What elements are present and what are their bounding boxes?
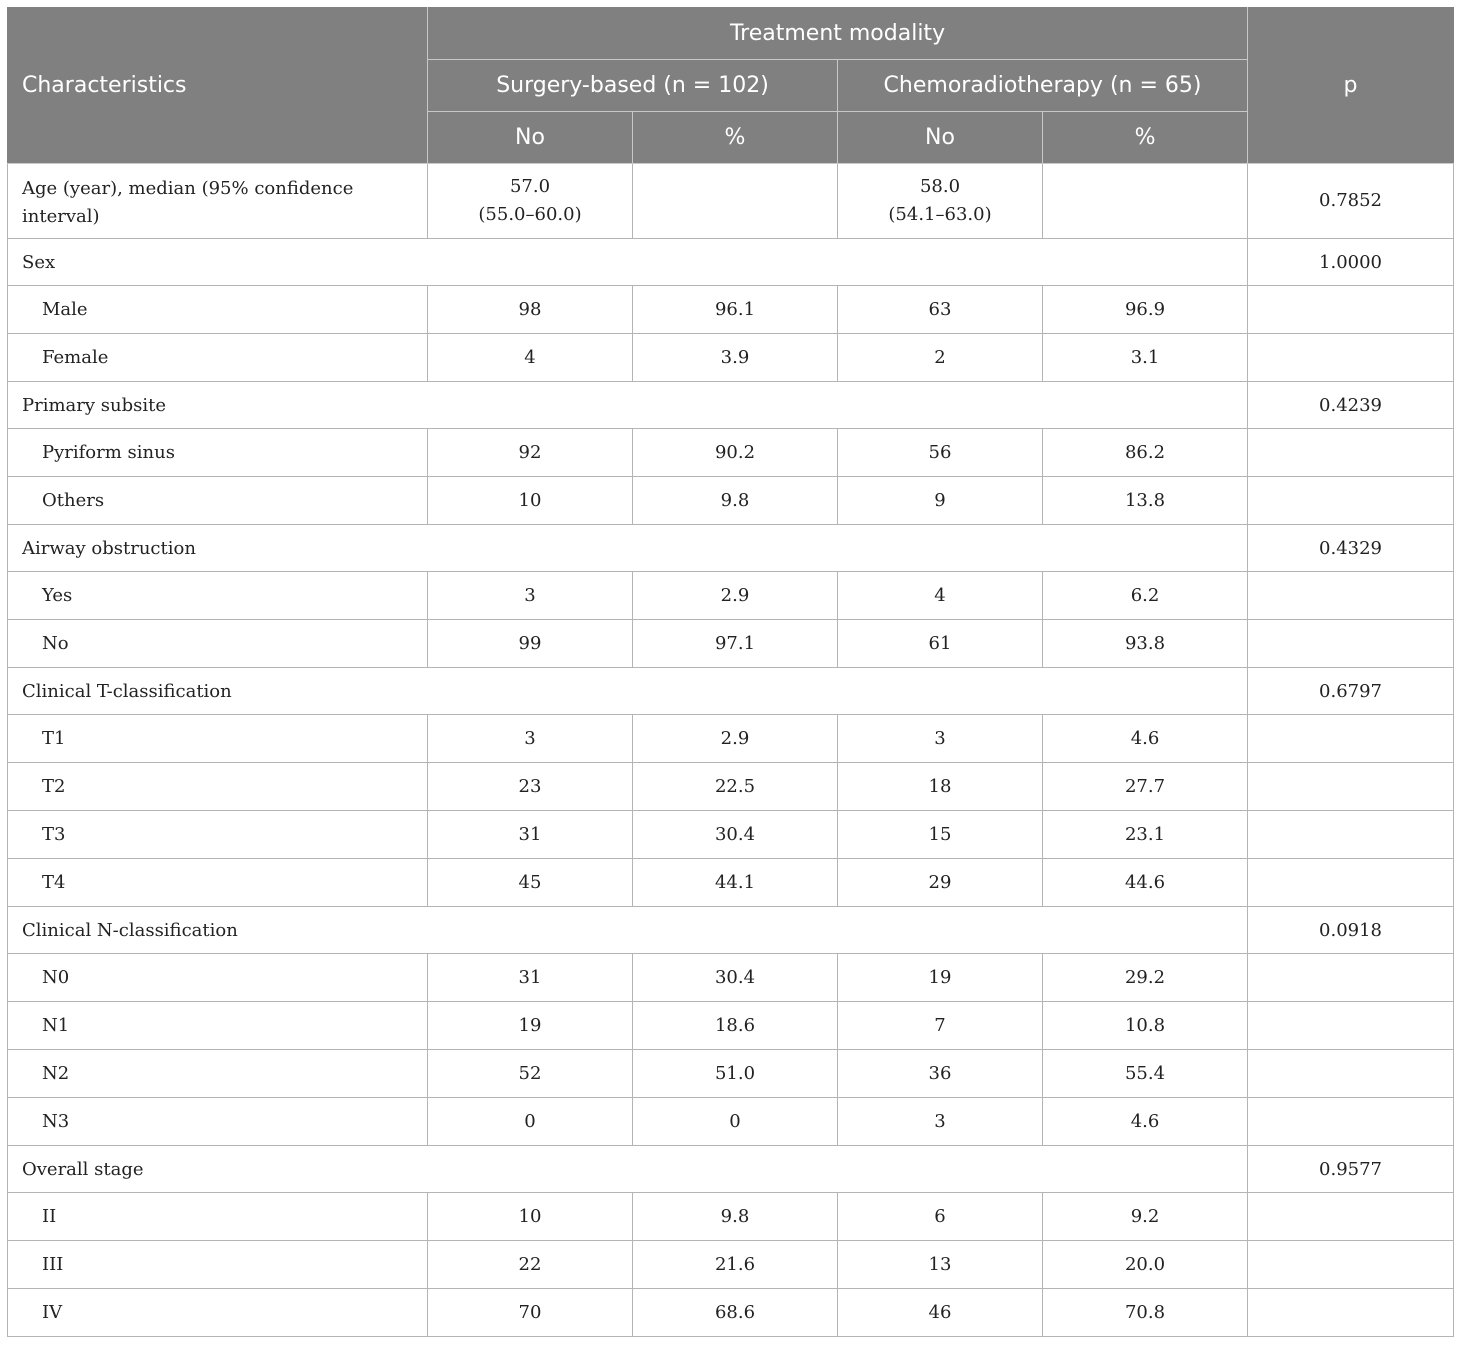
row-label: Male xyxy=(8,286,428,334)
section-label: Overall stage xyxy=(8,1146,1248,1193)
chemo-pct-cell: 96.9 xyxy=(1043,286,1248,334)
chemo-no-cell: 18 xyxy=(838,763,1043,811)
chemo-pct-cell: 9.2 xyxy=(1043,1193,1248,1241)
section-p-value: 0.0918 xyxy=(1248,907,1454,954)
section-label: Clinical N-classification xyxy=(8,907,1248,954)
surgery-pct-cell: 97.1 xyxy=(633,620,838,668)
surgery-pct-cell: 30.4 xyxy=(633,954,838,1002)
p-value-empty-cell xyxy=(1248,811,1454,859)
age-surgery-median xyxy=(428,164,633,239)
header-characteristics: Characteristics xyxy=(8,8,428,164)
chemo-pct-cell: 20.0 xyxy=(1043,1241,1248,1289)
section-p-value: 0.4239 xyxy=(1248,382,1454,429)
table-row-age xyxy=(8,164,1454,239)
section-label: Sex xyxy=(8,239,1248,286)
age-surgery-pct-empty xyxy=(633,164,838,239)
p-value-empty-cell xyxy=(1248,1002,1454,1050)
chemo-pct-cell: 23.1 xyxy=(1043,811,1248,859)
table-section-row xyxy=(8,1146,1454,1193)
table-header xyxy=(8,8,1454,164)
row-label: No xyxy=(8,620,428,668)
age-label: Age (year), median (95% confidence interval) xyxy=(8,164,428,239)
table-row xyxy=(8,763,1454,811)
surgery-no-cell: 3 xyxy=(428,715,633,763)
p-value-empty-cell xyxy=(1248,1193,1454,1241)
p-value-empty-cell xyxy=(1248,715,1454,763)
chemo-no-cell: 6 xyxy=(838,1193,1043,1241)
surgery-no-cell: 0 xyxy=(428,1098,633,1146)
p-value-empty-cell xyxy=(1248,429,1454,477)
table-row xyxy=(8,286,1454,334)
row-label: T3 xyxy=(8,811,428,859)
row-label: N3 xyxy=(8,1098,428,1146)
p-value-empty-cell xyxy=(1248,763,1454,811)
table-row xyxy=(8,811,1454,859)
chemo-no-cell: 3 xyxy=(838,715,1043,763)
table-row xyxy=(8,859,1454,907)
chemo-pct-cell: 4.6 xyxy=(1043,1098,1248,1146)
section-label: Airway obstruction xyxy=(8,525,1248,572)
chemo-no-cell: 3 xyxy=(838,1098,1043,1146)
surgery-no-cell: 99 xyxy=(428,620,633,668)
section-label: Primary subsite xyxy=(8,382,1248,429)
chemo-pct-cell: 70.8 xyxy=(1043,1289,1248,1337)
chemo-pct-cell: 44.6 xyxy=(1043,859,1248,907)
age-surgery-ci-value: (55.0–60.0) xyxy=(478,204,582,225)
age-surgery-median-value: 57.0 xyxy=(509,176,551,197)
chemo-no-cell: 2 xyxy=(838,334,1043,382)
surgery-no-cell: 45 xyxy=(428,859,633,907)
surgery-pct-cell: 96.1 xyxy=(633,286,838,334)
surgery-pct-cell: 68.6 xyxy=(633,1289,838,1337)
header-treatment-modality: Treatment modality xyxy=(428,8,1248,60)
table-row xyxy=(8,1050,1454,1098)
surgery-pct-cell: 22.5 xyxy=(633,763,838,811)
chemo-pct-cell: 86.2 xyxy=(1043,429,1248,477)
chemo-no-cell: 29 xyxy=(838,859,1043,907)
table-row xyxy=(8,1002,1454,1050)
surgery-no-cell: 22 xyxy=(428,1241,633,1289)
row-label: Others xyxy=(8,477,428,525)
surgery-no-cell: 10 xyxy=(428,1193,633,1241)
row-label: N0 xyxy=(8,954,428,1002)
p-value-empty-cell xyxy=(1248,954,1454,1002)
age-chemo-ci-value: (54.1–63.0) xyxy=(888,204,992,225)
chemo-no-cell: 19 xyxy=(838,954,1043,1002)
chemo-no-cell: 4 xyxy=(838,572,1043,620)
table-row xyxy=(8,954,1454,1002)
chemo-pct-cell: 10.8 xyxy=(1043,1002,1248,1050)
characteristics-table xyxy=(7,7,1454,1337)
header-group-chemoradiotherapy: Chemoradiotherapy (n = 65) xyxy=(838,60,1248,112)
surgery-pct-cell: 44.1 xyxy=(633,859,838,907)
chemo-pct-cell: 93.8 xyxy=(1043,620,1248,668)
surgery-no-cell: 52 xyxy=(428,1050,633,1098)
chemo-no-cell: 13 xyxy=(838,1241,1043,1289)
chemo-no-cell: 9 xyxy=(838,477,1043,525)
surgery-pct-cell: 2.9 xyxy=(633,715,838,763)
row-label: II xyxy=(8,1193,428,1241)
row-label: N2 xyxy=(8,1050,428,1098)
p-value-empty-cell xyxy=(1248,572,1454,620)
surgery-pct-cell: 90.2 xyxy=(633,429,838,477)
table-row xyxy=(8,1193,1454,1241)
surgery-no-cell: 31 xyxy=(428,954,633,1002)
table-row xyxy=(8,715,1454,763)
surgery-no-cell: 10 xyxy=(428,477,633,525)
p-value-empty-cell xyxy=(1248,859,1454,907)
chemo-no-cell: 7 xyxy=(838,1002,1043,1050)
surgery-no-cell: 92 xyxy=(428,429,633,477)
surgery-no-cell: 3 xyxy=(428,572,633,620)
chemo-no-cell: 56 xyxy=(838,429,1043,477)
row-label: Yes xyxy=(8,572,428,620)
row-label: Pyriform sinus xyxy=(8,429,428,477)
section-p-value: 0.9577 xyxy=(1248,1146,1454,1193)
section-p-value: 1.0000 xyxy=(1248,239,1454,286)
age-chemo-median-value: 58.0 xyxy=(919,176,961,197)
chemo-pct-cell: 3.1 xyxy=(1043,334,1248,382)
surgery-no-cell: 31 xyxy=(428,811,633,859)
surgery-no-cell: 19 xyxy=(428,1002,633,1050)
header-surgery-pct: % xyxy=(633,112,838,164)
header-p-value: p xyxy=(1248,8,1454,164)
header-surgery-no: No xyxy=(428,112,633,164)
table-row xyxy=(8,477,1454,525)
surgery-pct-cell: 9.8 xyxy=(633,477,838,525)
table-row xyxy=(8,572,1454,620)
p-value-empty-cell xyxy=(1248,477,1454,525)
surgery-pct-cell: 9.8 xyxy=(633,1193,838,1241)
surgery-no-cell: 23 xyxy=(428,763,633,811)
table-row xyxy=(8,1241,1454,1289)
table-row xyxy=(8,1289,1454,1337)
surgery-pct-cell: 2.9 xyxy=(633,572,838,620)
section-label: Clinical T-classification xyxy=(8,668,1248,715)
row-label: N1 xyxy=(8,1002,428,1050)
table-row xyxy=(8,334,1454,382)
chemo-no-cell: 15 xyxy=(838,811,1043,859)
table-section-row xyxy=(8,668,1454,715)
surgery-pct-cell: 18.6 xyxy=(633,1002,838,1050)
row-label: III xyxy=(8,1241,428,1289)
surgery-pct-cell: 21.6 xyxy=(633,1241,838,1289)
table-section-row xyxy=(8,525,1454,572)
table-row xyxy=(8,1098,1454,1146)
surgery-pct-cell: 0 xyxy=(633,1098,838,1146)
chemo-pct-cell: 29.2 xyxy=(1043,954,1248,1002)
age-chemo-pct-empty xyxy=(1043,164,1248,239)
chemo-no-cell: 63 xyxy=(838,286,1043,334)
row-label: T2 xyxy=(8,763,428,811)
header-group-surgery: Surgery-based (n = 102) xyxy=(428,60,838,112)
chemo-pct-cell: 55.4 xyxy=(1043,1050,1248,1098)
p-value-empty-cell xyxy=(1248,1241,1454,1289)
age-chemo-median xyxy=(838,164,1043,239)
chemo-pct-cell: 6.2 xyxy=(1043,572,1248,620)
chemo-pct-cell: 13.8 xyxy=(1043,477,1248,525)
header-chemo-pct: % xyxy=(1043,112,1248,164)
p-value-empty-cell xyxy=(1248,1289,1454,1337)
p-value-empty-cell xyxy=(1248,1050,1454,1098)
table-section-row xyxy=(8,907,1454,954)
row-label: Female xyxy=(8,334,428,382)
surgery-no-cell: 70 xyxy=(428,1289,633,1337)
p-value-empty-cell xyxy=(1248,286,1454,334)
header-chemo-no: No xyxy=(838,112,1043,164)
row-label: IV xyxy=(8,1289,428,1337)
table-row xyxy=(8,429,1454,477)
p-value-empty-cell xyxy=(1248,1098,1454,1146)
section-p-value: 0.4329 xyxy=(1248,525,1454,572)
chemo-pct-cell: 4.6 xyxy=(1043,715,1248,763)
chemo-no-cell: 36 xyxy=(838,1050,1043,1098)
p-value-empty-cell xyxy=(1248,620,1454,668)
row-label: T4 xyxy=(8,859,428,907)
table-section-row xyxy=(8,382,1454,429)
age-p-value: 0.7852 xyxy=(1248,164,1454,239)
characteristics-table-container xyxy=(7,7,1453,1337)
surgery-pct-cell: 51.0 xyxy=(633,1050,838,1098)
p-value-empty-cell xyxy=(1248,334,1454,382)
surgery-pct-cell: 30.4 xyxy=(633,811,838,859)
surgery-pct-cell: 3.9 xyxy=(633,334,838,382)
chemo-no-cell: 46 xyxy=(838,1289,1043,1337)
section-p-value: 0.6797 xyxy=(1248,668,1454,715)
table-body xyxy=(8,164,1454,1337)
surgery-no-cell: 4 xyxy=(428,334,633,382)
chemo-no-cell: 61 xyxy=(838,620,1043,668)
row-label: T1 xyxy=(8,715,428,763)
table-section-row xyxy=(8,239,1454,286)
chemo-pct-cell: 27.7 xyxy=(1043,763,1248,811)
table-row xyxy=(8,620,1454,668)
surgery-no-cell: 98 xyxy=(428,286,633,334)
